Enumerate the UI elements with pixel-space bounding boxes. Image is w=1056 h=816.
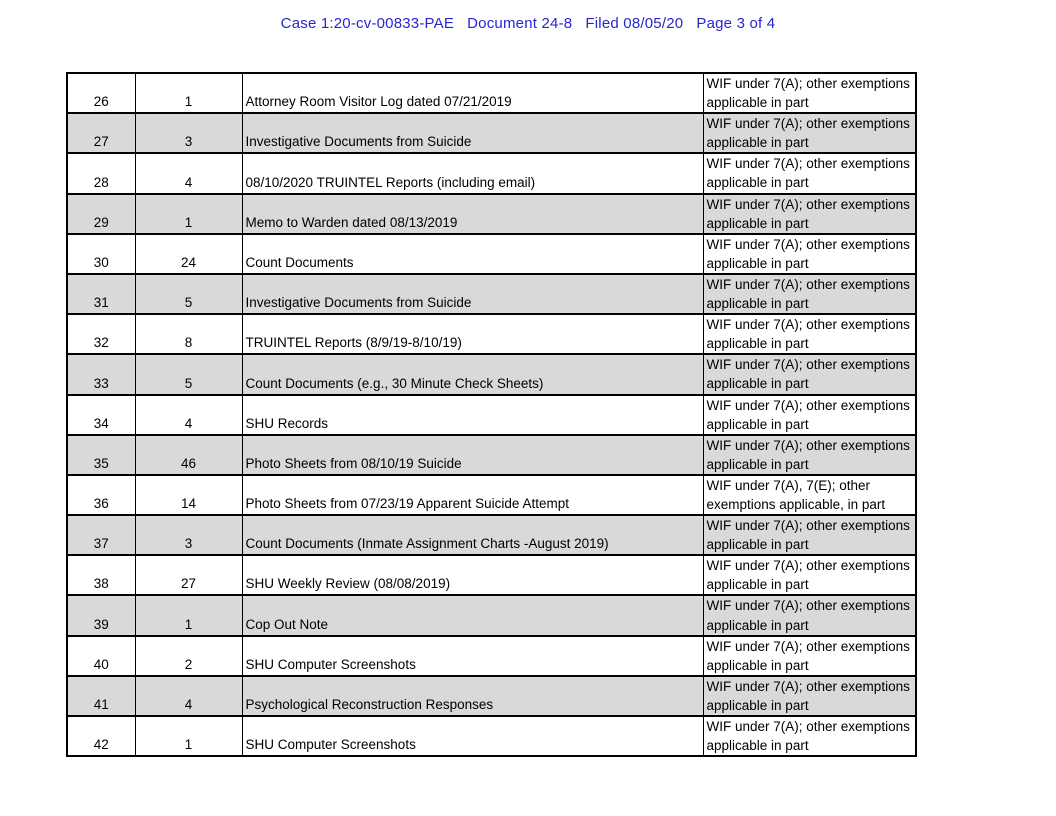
exemption-line: applicable in part (706, 617, 809, 633)
table-row (67, 194, 916, 234)
exemption-line: applicable in part (706, 175, 809, 191)
exemption-line: WIF under 7(A); other exemptions (706, 116, 910, 132)
exemption-line: WIF under 7(A); other exemptions (706, 598, 910, 614)
description-cell: Count Documents (242, 234, 703, 274)
exemption-cell (703, 475, 916, 515)
exemption-line: applicable in part (706, 135, 809, 151)
exemption-line: applicable in part (706, 376, 809, 392)
exemption-cell (703, 395, 916, 435)
exemption-line: applicable in part (706, 537, 809, 553)
table-row (67, 395, 916, 435)
exemption-cell (703, 354, 916, 394)
entry-number-cell: 37 (67, 515, 135, 555)
exemption-line: applicable in part (706, 95, 809, 111)
page-count-cell: 1 (135, 716, 242, 756)
exemption-line: WIF under 7(A); other exemptions (706, 638, 910, 654)
entry-number-cell: 30 (67, 234, 135, 274)
page-count-cell: 5 (135, 354, 242, 394)
description-cell: Photo Sheets from 07/23/19 Apparent Suicide Attempt (242, 475, 703, 515)
page-count-cell: 1 (135, 73, 242, 113)
description-cell: Investigative Documents from Suicide (242, 113, 703, 153)
exemption-cell (703, 595, 916, 635)
page-count-cell: 24 (135, 234, 242, 274)
exemption-cell (703, 73, 916, 113)
description-cell: SHU Weekly Review (08/08/2019) (242, 555, 703, 595)
exemption-line: applicable in part (706, 738, 809, 754)
entry-number-cell: 36 (67, 475, 135, 515)
exemption-cell (703, 636, 916, 676)
description-cell: SHU Computer Screenshots (242, 716, 703, 756)
exemption-line: WIF under 7(A); other exemptions (706, 236, 910, 252)
exemption-line: WIF under 7(A); other exemptions (706, 156, 910, 172)
exemption-cell (703, 716, 916, 756)
entry-number-cell: 31 (67, 274, 135, 314)
exemption-line: applicable in part (706, 697, 809, 713)
table-row (67, 555, 916, 595)
table-row (67, 314, 916, 354)
page-count-cell: 5 (135, 274, 242, 314)
exemption-line: WIF under 7(A); other exemptions (706, 397, 910, 413)
exemption-line: applicable in part (706, 456, 809, 472)
table-row (67, 73, 916, 113)
exemption-line: WIF under 7(A); other exemptions (706, 196, 910, 212)
page-count-cell: 4 (135, 395, 242, 435)
page-count-cell: 3 (135, 515, 242, 555)
exemption-cell (703, 435, 916, 475)
exemption-cell (703, 274, 916, 314)
exemption-line: applicable in part (706, 657, 809, 673)
description-cell: Attorney Room Visitor Log dated 07/21/2019 (242, 73, 703, 113)
exemption-line: WIF under 7(A); other exemptions (706, 357, 910, 373)
exemption-line: WIF under 7(A); other exemptions (706, 558, 910, 574)
page-count-cell: 27 (135, 555, 242, 595)
exemption-line: WIF under 7(A); other exemptions (706, 437, 910, 453)
table-row (67, 676, 916, 716)
description-cell: SHU Computer Screenshots (242, 636, 703, 676)
exemption-line: applicable in part (706, 336, 809, 352)
page-count-cell: 1 (135, 194, 242, 234)
entry-number-cell: 40 (67, 636, 135, 676)
entry-number-cell: 41 (67, 676, 135, 716)
entry-number-cell: 35 (67, 435, 135, 475)
page-count-cell: 4 (135, 676, 242, 716)
exemption-line: exemptions applicable, in part (706, 496, 886, 512)
description-cell: SHU Records (242, 395, 703, 435)
exemption-line: WIF under 7(A); other exemptions (706, 276, 910, 292)
exemption-line: applicable in part (706, 215, 809, 231)
table-row (67, 435, 916, 475)
table-row (67, 354, 916, 394)
page-count-cell: 14 (135, 475, 242, 515)
page-count-cell: 3 (135, 113, 242, 153)
table-row (67, 113, 916, 153)
description-cell: Cop Out Note (242, 595, 703, 635)
page-count-cell: 4 (135, 153, 242, 193)
exemption-line: WIF under 7(A); other exemptions (706, 317, 910, 333)
exemption-line: WIF under 7(A); other exemptions (706, 678, 910, 694)
vaughn-index-table (66, 72, 917, 757)
page-count-cell: 46 (135, 435, 242, 475)
exemption-line: WIF under 7(A), 7(E); other (706, 477, 871, 493)
table-row (67, 515, 916, 555)
table-row (67, 595, 916, 635)
description-cell: Psychological Reconstruction Responses (242, 676, 703, 716)
description-cell: TRUINTEL Reports (8/9/19-8/10/19) (242, 314, 703, 354)
exemption-cell (703, 113, 916, 153)
entry-number-cell: 39 (67, 595, 135, 635)
page-count-cell: 8 (135, 314, 242, 354)
description-cell: Photo Sheets from 08/10/19 Suicide (242, 435, 703, 475)
exemption-line: applicable in part (706, 255, 809, 271)
exemption-line: applicable in part (706, 416, 809, 432)
table-row (67, 716, 916, 756)
exemption-cell (703, 515, 916, 555)
table-row (67, 153, 916, 193)
exemption-line: WIF under 7(A); other exemptions (706, 719, 910, 734)
entry-number-cell: 26 (67, 73, 135, 113)
entry-number-cell: 27 (67, 113, 135, 153)
exemption-line: applicable in part (706, 296, 809, 312)
exemption-line: WIF under 7(A); other exemptions (706, 518, 910, 534)
table-row (67, 636, 916, 676)
description-cell: Count Documents (Inmate Assignment Charts -August 2019) (242, 515, 703, 555)
exemption-line: WIF under 7(A); other exemptions (706, 76, 910, 91)
exemption-cell (703, 555, 916, 595)
exemption-cell (703, 314, 916, 354)
exemption-cell (703, 194, 916, 234)
description-cell: Memo to Warden dated 08/13/2019 (242, 194, 703, 234)
court-filing-stamp: Case 1:20-cv-00833-PAE Document 24-8 Filed 08/05/20 Page 3 of 4 (280, 15, 776, 32)
entry-number-cell: 34 (67, 395, 135, 435)
entry-number-cell: 28 (67, 153, 135, 193)
entry-number-cell: 29 (67, 194, 135, 234)
exemption-line: applicable in part (706, 577, 809, 593)
page-count-cell: 1 (135, 595, 242, 635)
exemption-cell (703, 153, 916, 193)
table-row (67, 274, 916, 314)
entry-number-cell: 42 (67, 716, 135, 756)
description-cell: Investigative Documents from Suicide (242, 274, 703, 314)
table-row (67, 234, 916, 274)
page-count-cell: 2 (135, 636, 242, 676)
entry-number-cell: 38 (67, 555, 135, 595)
description-cell: 08/10/2020 TRUINTEL Reports (including email) (242, 153, 703, 193)
table-row (67, 475, 916, 515)
entry-number-cell: 32 (67, 314, 135, 354)
entry-number-cell: 33 (67, 354, 135, 394)
exemption-cell (703, 234, 916, 274)
description-cell: Count Documents (e.g., 30 Minute Check Sheets) (242, 354, 703, 394)
table-body (67, 73, 916, 756)
exemption-cell (703, 676, 916, 716)
